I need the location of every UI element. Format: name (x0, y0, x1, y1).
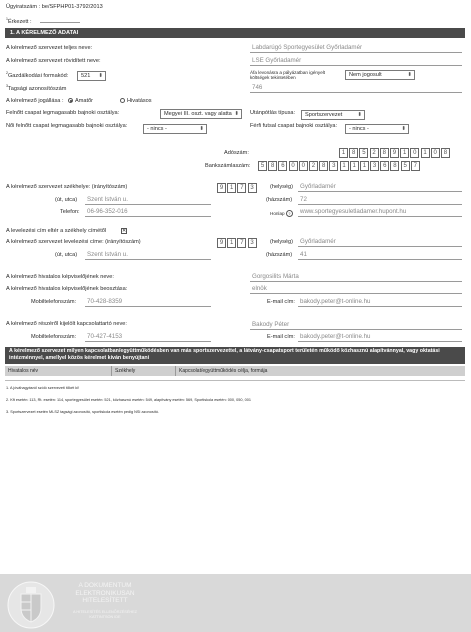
seat-web-value[interactable]: www.sportegyesuletladamer.hupont.hu (300, 208, 407, 215)
status-amateur-radio[interactable] (68, 98, 93, 105)
legal-form-label-text: Gazdálkodási formakód: (7, 72, 69, 79)
column-header: Hivatalos név (5, 366, 112, 376)
rep-role-value[interactable]: elnök (252, 285, 267, 292)
digit-box: 9 (390, 148, 399, 158)
web-label-text: Honlap (270, 211, 285, 216)
legal-form-select[interactable] (77, 71, 106, 81)
received-label-text: Érkezett : (7, 18, 32, 25)
seat-number-label: (házszám) (266, 197, 293, 203)
digit-box: 9 (217, 238, 226, 248)
digit-box: 3 (329, 161, 338, 171)
column-header: Székhely (112, 366, 176, 376)
digit-box: 5 (401, 161, 410, 171)
seat-phone-label: Telefon: (60, 209, 80, 215)
contact-name-label: A kérelmező részéről kijelölt kapcsolattartó neve: (6, 321, 127, 327)
short-name-value[interactable]: LSE Győrladamér (252, 57, 302, 64)
digit-box: 6 (380, 161, 389, 171)
adult-men-select[interactable] (160, 109, 242, 119)
seat-label: A kérelmező szervezet székhelye: (irányítószám) (6, 184, 128, 190)
seat-street-label: (út, utca) (55, 197, 78, 203)
digit-box: 3 (370, 161, 379, 171)
mail-city-label: (helység) (270, 239, 294, 245)
youth-value: Sportszervezet (305, 112, 343, 118)
digit-box: 1 (400, 148, 409, 158)
adult-women-label: Női felnőtt csapat legmagasabb bajnoki osztálya: (6, 123, 128, 129)
digit-box: 0 (289, 161, 298, 171)
stamp-line-5: KATTINTSON IDE (89, 615, 121, 619)
digit-box: 8 (319, 161, 328, 171)
contact-email-value[interactable]: bakody.peter@t-online.hu (300, 333, 371, 340)
digit-box: 2 (370, 148, 379, 158)
legal-form-label: $^2$Gazdálkodási formakód: (6, 71, 69, 79)
adult-women-value: - nincs - (147, 126, 167, 132)
adult-men-value: Megyei III. oszt. vagy alatta (164, 111, 232, 117)
digit-box: 6 (278, 161, 287, 171)
digit-box: 1 (339, 148, 348, 158)
chevron-down-icon: ⬍ (357, 112, 362, 118)
contact-name-value[interactable]: Bakody Péter (252, 321, 290, 328)
seat-street-value[interactable]: Szent István u. (87, 196, 128, 203)
chevron-down-icon: ⬍ (401, 126, 406, 132)
digit-box: 0 (410, 148, 419, 158)
vat-value: Nem jogosult (349, 72, 382, 78)
tax-digits[interactable] (339, 148, 451, 158)
footnote-2: 2. Kft esetén: 113, Rt. esetén: 114, sportegyesület esetén: 521, közhasznú esetén: 549, alapítvány esetén: 569, Sportiskola esetén: 000, 050, 001 (6, 398, 251, 402)
rep-mobile-value[interactable]: 70-428-8359 (87, 298, 123, 305)
futsal-value: - nincs - (349, 126, 369, 132)
mail-differs-checkbox[interactable]: ✕ (122, 228, 127, 234)
rep-role-label: A kérelmező hivatalos képviselőjének beosztása: (6, 286, 128, 292)
table-divider (5, 380, 465, 381)
filing-number: Ügyiratszám : be/SFPHP01-3792/2013 (6, 4, 103, 10)
seat-city-label: (helység) (270, 184, 294, 190)
seat-number-value[interactable]: 72 (300, 196, 307, 203)
vat-select[interactable] (345, 70, 415, 80)
digit-box: 8 (390, 161, 399, 171)
mail-street-value[interactable]: Szent István u. (87, 251, 128, 258)
column-header: Kapcsolat/együttműködés célja, formája (179, 368, 268, 374)
digit-box: 8 (268, 161, 277, 171)
mail-number-label: (házszám) (266, 252, 293, 258)
status-pro-radio[interactable] (120, 98, 152, 105)
status-amateur-label: Amatőr (75, 98, 94, 104)
stamp-line-3: HITELESÍTETT (82, 597, 128, 604)
adult-women-select[interactable] (143, 124, 207, 134)
digit-box: 8 (441, 148, 450, 158)
footnote-3: 3. Sportszervezet esetén MLSZ tagsági azonosító, sportiskola esetén pedig NSI azonosító. (6, 410, 160, 414)
tax-label: Adószám: (224, 150, 249, 156)
mail-zip[interactable] (217, 238, 258, 248)
digit-box: 7 (237, 238, 246, 248)
legal-form-value: 521 (81, 73, 91, 79)
relations-table-header (5, 366, 465, 376)
member-id-value[interactable]: 746 (252, 84, 263, 91)
authentication-stamp[interactable] (0, 574, 471, 632)
vat-question: Áfa levonásra a pályázatban igényelt költségek tekintetében (250, 70, 326, 81)
radio-selected-icon (68, 98, 73, 103)
digit-box: 1 (340, 161, 349, 171)
bank-digits[interactable] (258, 161, 421, 171)
digit-box: 5 (359, 148, 368, 158)
member-id-label-text: Tagsági azonosítószám (7, 85, 67, 92)
digit-box: 7 (411, 161, 420, 171)
radio-empty-icon (120, 98, 125, 103)
seat-zip[interactable] (217, 183, 258, 193)
digit-box: 0 (431, 148, 440, 158)
digit-box: 1 (421, 148, 430, 158)
digit-box: 1 (350, 161, 359, 171)
status-pro-label: Hivatásos (127, 98, 152, 104)
stamp-line-4: A HITELESÍTÉS ELLENŐRZÉSÉHEZ (73, 610, 137, 614)
bank-label: Bankszámlaszám: (205, 163, 251, 169)
digit-box: 0 (299, 161, 308, 171)
mail-number-value[interactable]: 41 (300, 251, 307, 258)
adult-men-label: Felnőtt csapat legmagasabb bajnoki osztálya: (6, 110, 120, 116)
chevron-down-icon: ⬍ (98, 73, 103, 79)
rep-name-label: A kérelmező hivatalos képviselőjének neve: (6, 274, 114, 280)
digit-box: 2 (309, 161, 318, 171)
rep-mobile-label: Mobiltelefonszám: (31, 299, 77, 305)
rep-email-value[interactable]: bakody.peter@t-online.hu (300, 298, 371, 305)
contact-email-label: E-mail cím: (267, 334, 295, 340)
mail-city-value[interactable]: Győrladamér (300, 238, 336, 245)
futsal-label: Férfi futsal csapat bajnoki osztálya: (250, 123, 338, 129)
digit-box: 1 (227, 238, 236, 248)
relations-title: A kérelmező szervezet milyen kapcsolatban/együttműködésben van más sportszervezettel, a látvány-csapatsport területén működő közhasznú alapítvánnyal, vagy oktatási intézménnyel, amellyel közös kérelmet kíván benyújtani (5, 347, 465, 364)
seat-web-label (270, 210, 293, 217)
youth-select[interactable] (301, 110, 365, 120)
youth-label: Utánpótlás típusa: (250, 110, 296, 116)
seat-phone-value[interactable]: 06-96-352-016 (87, 208, 128, 215)
futsal-select[interactable] (345, 124, 409, 134)
digit-box: 7 (237, 183, 246, 193)
chevron-down-icon: ⬍ (407, 72, 412, 78)
received-label: $^1$Érkezett : (6, 17, 32, 25)
digit-box: 3 (248, 183, 257, 193)
chevron-down-icon: ⬍ (234, 111, 239, 117)
full-name-label: A kérelmező szervezet teljes neve: (6, 45, 93, 51)
full-name-value[interactable]: Labdarúgó Sportegyesület Győrladamér (252, 44, 363, 51)
legal-status-label: A kérelmező jogállása : (6, 98, 64, 104)
footnote-1: 1. A jóváhagyásról szóló szervezeti tőkét ki! (6, 386, 80, 390)
stamp-line-1: A DOKUMENTUM (78, 582, 132, 589)
stamp-line-2: ELEKTRONIKUSAN (75, 589, 135, 597)
digit-box: 8 (349, 148, 358, 158)
digit-box: 5 (258, 161, 267, 171)
seat-city-value[interactable]: Győrladamér (300, 183, 336, 190)
mail-street-label: (út, utca) (55, 252, 78, 258)
digit-box: 9 (217, 183, 226, 193)
section-title: 1. A KÉRELMEZŐ ADATAI (5, 28, 465, 38)
digit-box: 3 (248, 238, 257, 248)
rep-name-value[interactable]: Gorgosilits Márta (252, 273, 299, 280)
member-id-label: $^3$Tagsági azonosítószám (6, 84, 67, 92)
short-name-label: A kérelmező szervezet rövidített neve: (6, 58, 101, 64)
digit-box: 8 (380, 148, 389, 158)
info-icon: ? (286, 210, 293, 217)
received-field[interactable] (40, 22, 80, 23)
rep-email-label: E-mail cím: (267, 299, 295, 305)
mail-label: A kérelmező szervezet levelezési címe: (irányítószám) (6, 239, 141, 245)
digit-box: 1 (360, 161, 369, 171)
mail-differs-label: A levelezési cím eltér a székhely címétől (6, 228, 107, 234)
digit-box: 1 (227, 183, 236, 193)
chevron-down-icon: ⬍ (199, 126, 204, 132)
contact-mobile-value[interactable]: 70-427-4153 (87, 333, 123, 340)
contact-mobile-label: Mobiltelefonszám: (31, 334, 77, 340)
